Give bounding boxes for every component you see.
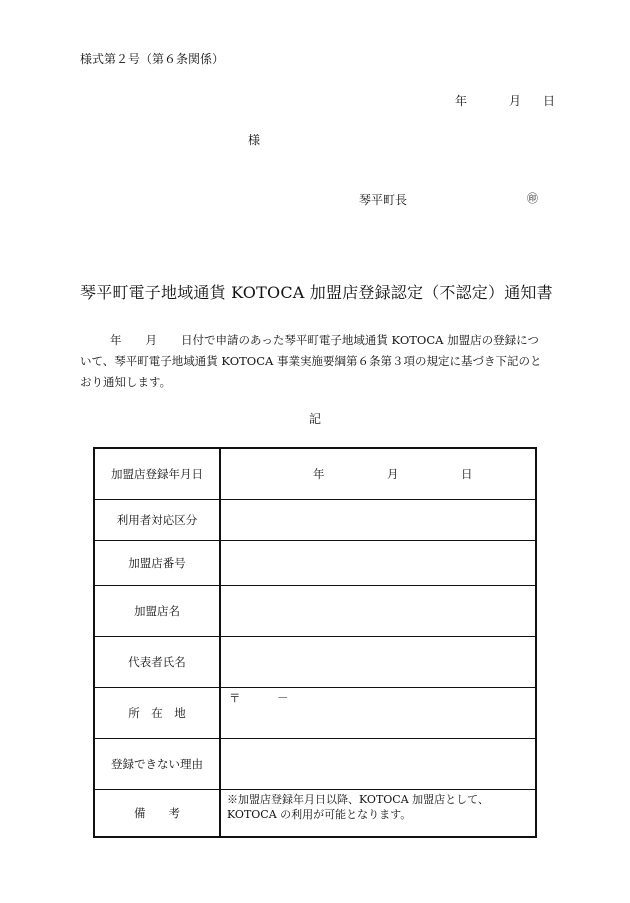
body-month: 月 (145, 333, 157, 347)
label-store-number: 加盟店番号 (94, 541, 220, 586)
representative-field (220, 637, 536, 688)
table-row (94, 500, 536, 541)
label-address: 所 在 地 (94, 688, 220, 739)
body-line-1 (80, 330, 550, 351)
postal-dash: － (277, 691, 289, 705)
remarks-line-1: ※加盟店登録年月日以降、KOTOCA 加盟店として、 (227, 793, 489, 806)
table-row (94, 790, 536, 838)
issue-date-day: 日 (543, 94, 556, 108)
seal-mark: ㊞ (527, 192, 538, 205)
issue-date-month: 月 (509, 94, 522, 108)
label-rejection-reason: 登録できない理由 (94, 739, 220, 790)
address-field (220, 688, 536, 739)
body-year: 年 (110, 333, 122, 347)
store-name-field (220, 586, 536, 637)
body-paragraph (80, 330, 550, 393)
table-row (94, 739, 536, 790)
addressee-suffix: 様 (248, 133, 261, 147)
store-number-field (220, 541, 536, 586)
label-user-category: 利用者対応区分 (94, 500, 220, 541)
table-row (94, 586, 536, 637)
remarks-line-2: KOTOCA の利用が可能となります。 (227, 808, 412, 821)
user-category-field (220, 500, 536, 541)
body-line-2: いて、琴平町電子地域通貨 KOTOCA 事業実施要綱第６条第３項の規定に基づき下記のと (80, 354, 542, 368)
issue-date-year: 年 (455, 94, 468, 108)
document-title: 琴平町電子地域通貨 KOTOCA 加盟店登録認定（不認定）通知書 (80, 283, 553, 302)
ki-heading: 記 (309, 412, 322, 426)
label-registration-date: 加盟店登録年月日 (94, 448, 220, 500)
reg-date-year: 年 (313, 467, 325, 481)
table-row (94, 448, 536, 500)
rejection-reason-field (220, 739, 536, 790)
form-number: 様式第２号（第６条関係） (80, 52, 225, 66)
reg-date-day: 日 (461, 467, 473, 481)
label-remarks: 備 考 (94, 790, 220, 838)
table-row (94, 541, 536, 586)
body-line-3: おり通知します。 (80, 375, 172, 389)
body-line-1-rest: 日付で申請のあった琴平町電子地域通貨 KOTOCA 加盟店の登録につ (181, 333, 539, 347)
registration-table (93, 447, 537, 838)
table-row (94, 637, 536, 688)
issue-date (455, 92, 555, 109)
remarks-field (220, 790, 536, 838)
label-representative: 代表者氏名 (94, 637, 220, 688)
label-store-name: 加盟店名 (94, 586, 220, 637)
reg-date-month: 月 (387, 467, 399, 481)
postal-mark: 〒 (229, 691, 241, 705)
issuer-name: 琴平町長 (359, 193, 408, 207)
table-row (94, 688, 536, 739)
registration-date-field (220, 448, 536, 500)
